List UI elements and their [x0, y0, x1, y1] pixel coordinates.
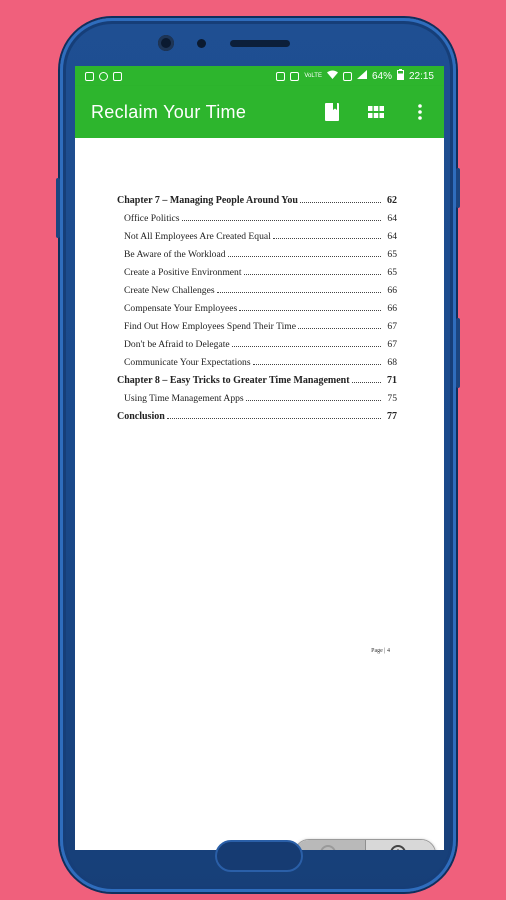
toc-entry-page: 75 [387, 393, 397, 404]
side-button [456, 318, 460, 388]
toc-leader-dots [232, 346, 381, 347]
toc-entry-label: Be Aware of the Workload [124, 249, 226, 260]
toc-chapter-entry[interactable] [117, 188, 397, 206]
side-button [456, 168, 460, 208]
toc-entry-page: 77 [387, 411, 397, 422]
grid-icon [368, 106, 384, 118]
zoom-control [294, 839, 436, 850]
vibrate-icon [290, 72, 299, 81]
zoom-out-icon [319, 844, 341, 850]
toc-entry-label: Create New Challenges [124, 285, 215, 296]
toc-chapter-entry[interactable] [117, 368, 397, 386]
toc-leader-dots [246, 400, 381, 401]
toc-leader-dots [244, 274, 382, 275]
toc-leader-dots [352, 382, 381, 383]
clock: 22:15 [408, 70, 434, 82]
more-options-button[interactable] [408, 100, 432, 124]
toc-leader-dots [298, 328, 381, 329]
toc-chapter-entry[interactable] [117, 404, 397, 422]
zoom-out-button[interactable] [295, 840, 366, 850]
toc-entry-label: Compensate Your Employees [124, 303, 238, 314]
app-bar [75, 86, 444, 138]
toc-section-entry[interactable] [117, 332, 397, 350]
toc-section-entry[interactable] [117, 224, 397, 242]
toc-entry-label: Chapter 7 – Managing People Around You [117, 195, 298, 206]
toc-entry-page: 62 [387, 195, 397, 206]
toc-entry-label: Communicate Your Expectations [124, 357, 251, 368]
toc-section-entry[interactable] [117, 206, 397, 224]
toc-section-entry[interactable] [117, 350, 397, 368]
table-of-contents [117, 188, 397, 422]
toc-entry-label: Chapter 8 – Easy Tricks to Greater Time Management [117, 375, 350, 386]
toc-entry-page: 67 [387, 321, 397, 332]
front-camera [158, 35, 174, 51]
side-button [56, 178, 60, 238]
page-number: Page | 4 [371, 648, 390, 654]
toc-entry-label: Using Time Management Apps [124, 393, 244, 404]
toc-leader-dots [182, 220, 381, 221]
toc-entry-page: 68 [387, 357, 397, 368]
toc-leader-dots [228, 256, 381, 257]
network-type: VoLTE [304, 73, 322, 79]
sim-icon [113, 72, 122, 81]
toc-section-entry[interactable] [117, 278, 397, 296]
toc-leader-dots [253, 364, 381, 365]
nfc-icon [276, 72, 285, 81]
toc-leader-dots [273, 238, 381, 239]
toc-entry-label: Find Out How Employees Spend Their Time [124, 321, 296, 332]
toc-section-entry[interactable] [117, 314, 397, 332]
toc-entry-label: Conclusion [117, 411, 165, 422]
toc-entry-page: 66 [387, 303, 397, 314]
toc-section-entry[interactable] [117, 296, 397, 314]
toc-entry-label: Create a Positive Environment [124, 267, 242, 278]
toc-entry-page: 66 [387, 285, 397, 296]
zoom-in-icon [389, 844, 411, 850]
document-page[interactable] [75, 138, 444, 850]
signal-icon [357, 70, 367, 82]
zoom-in-button[interactable] [366, 840, 436, 850]
more-vert-icon [418, 104, 422, 120]
toc-entry-page: 64 [387, 213, 397, 224]
toc-entry-page: 65 [387, 249, 397, 260]
toc-section-entry[interactable] [117, 386, 397, 404]
toc-leader-dots [300, 202, 381, 203]
wifi-icon [327, 70, 338, 82]
toc-entry-page: 67 [387, 339, 397, 350]
toc-leader-dots [217, 292, 381, 293]
battery-level: 64% [371, 70, 392, 82]
toc-entry-page: 65 [387, 267, 397, 278]
toc-section-entry[interactable] [117, 260, 397, 278]
app-title: Reclaim Your Time [91, 101, 247, 122]
data-icon [343, 72, 352, 81]
screen [75, 66, 444, 850]
toc-entry-label: Office Politics [124, 213, 180, 224]
gallery-icon [85, 72, 94, 81]
phone-frame [60, 18, 456, 892]
toc-entry-page: 71 [387, 375, 397, 386]
bookmark-button[interactable] [320, 100, 344, 124]
toc-entry-page: 64 [387, 231, 397, 242]
toc-entry-label: Don't be Afraid to Delegate [124, 339, 230, 350]
toc-leader-dots [167, 418, 381, 419]
toc-leader-dots [239, 310, 381, 311]
sync-icon [99, 72, 108, 81]
home-button[interactable] [215, 840, 303, 872]
toc-entry-label: Not All Employees Are Created Equal [124, 231, 271, 242]
bookmark-icon [325, 103, 339, 121]
battery-icon [397, 69, 404, 83]
proximity-sensor [197, 39, 206, 48]
status-bar [75, 66, 444, 86]
earpiece-speaker [230, 40, 290, 47]
toc-section-entry[interactable] [117, 242, 397, 260]
grid-view-button[interactable] [364, 100, 388, 124]
